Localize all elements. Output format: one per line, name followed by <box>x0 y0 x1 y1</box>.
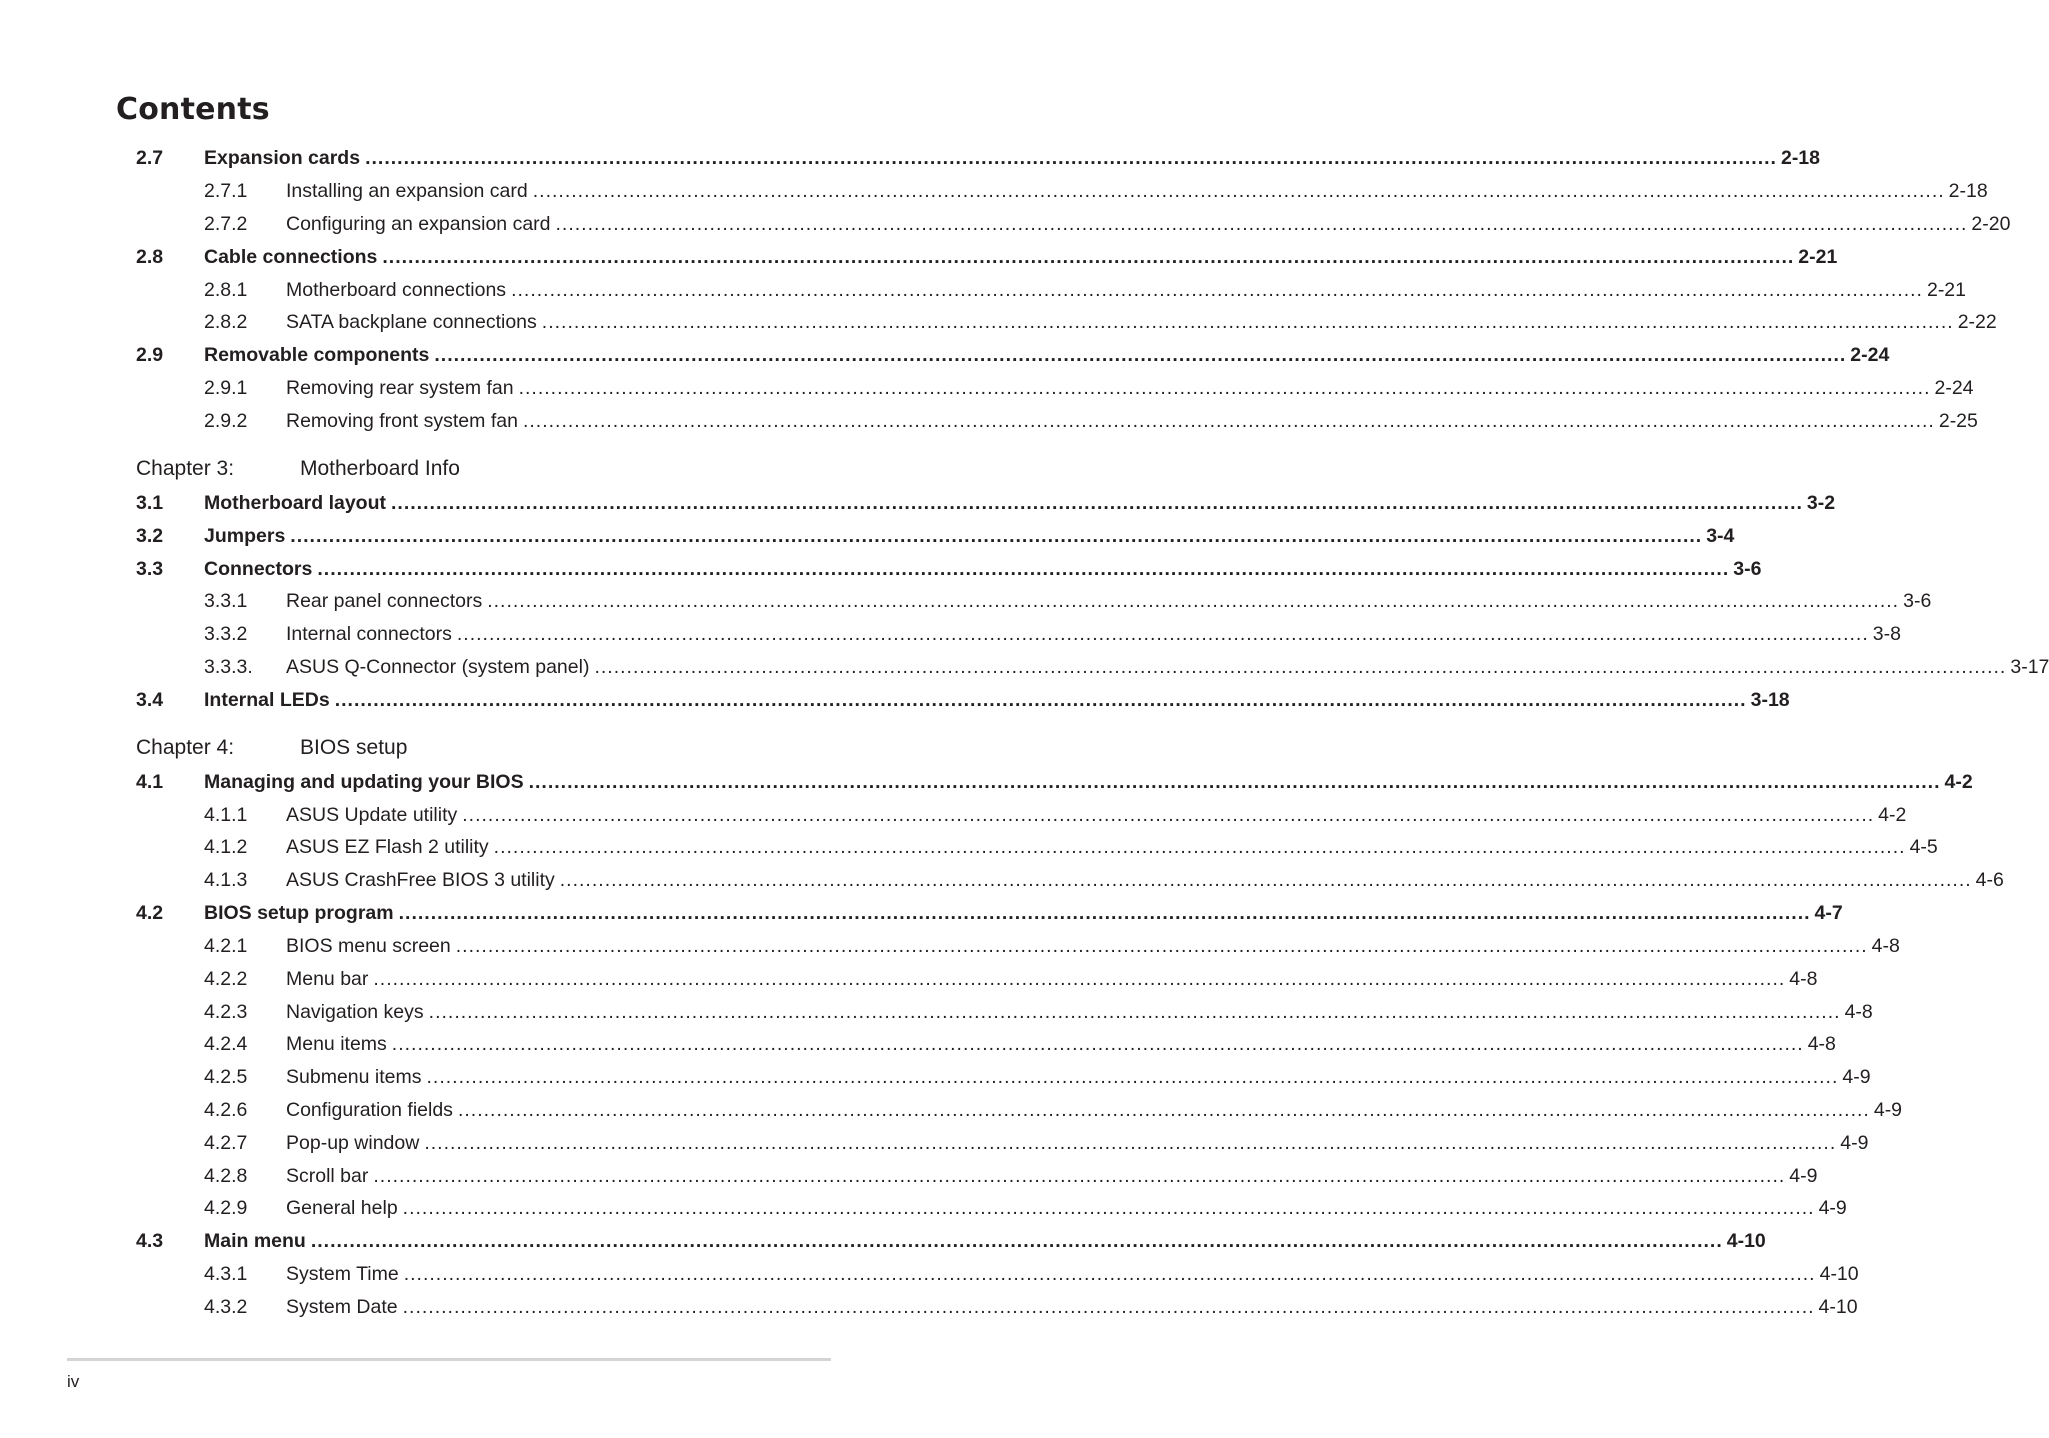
toc-entry-page: 2-25 <box>1938 410 1978 432</box>
toc-subsection-row[interactable] <box>136 799 1907 832</box>
toc-entry-page: 4-10 <box>1819 1263 1859 1285</box>
toc-entry-number: 3.3.2 <box>204 623 248 645</box>
chapter-title: Motherboard Info <box>300 457 460 480</box>
toc-subsection-row[interactable] <box>136 996 1873 1029</box>
toc-entry-number: 3.3 <box>136 558 164 580</box>
toc-entry-number: 3.2 <box>136 525 164 547</box>
toc-entry-title: Motherboard connections <box>286 279 507 301</box>
toc-entry-number: 4.2.5 <box>204 1066 248 1088</box>
toc-section-row[interactable] <box>136 897 1843 930</box>
toc-entry-page: 2-18 <box>1948 180 1988 202</box>
toc-entry-title: Submenu items <box>286 1066 422 1088</box>
toc-entry-title: ASUS CrashFree BIOS 3 utility <box>286 869 555 891</box>
dot-leader: ............................................................................................................................................................................................................................ <box>428 1001 1841 1023</box>
dot-leader: ............................................................................................................................................................................................................................ <box>424 1132 1837 1154</box>
toc-entry-number: 2.7.1 <box>204 180 248 202</box>
toc-section-row[interactable] <box>136 684 1790 717</box>
toc-section-row[interactable] <box>136 241 1838 274</box>
toc-entry-number: 2.9.1 <box>204 377 248 399</box>
toc-entry-page: 3-6 <box>1733 558 1762 580</box>
dot-leader: ............................................................................................................................................................................................................................ <box>391 1033 1804 1055</box>
toc-entry-page: 4-2 <box>1944 771 1973 793</box>
toc-entry-title: General help <box>286 1197 398 1219</box>
chapter-title: BIOS setup <box>300 736 408 759</box>
toc-entry-title: Internal connectors <box>286 623 452 645</box>
toc-subsection-row[interactable] <box>136 372 1974 405</box>
toc-entry-page: 4-8 <box>1807 1033 1836 1055</box>
toc-subsection-row[interactable] <box>136 1061 1871 1094</box>
dot-leader: ............................................................................................................................................................................................................................ <box>402 1296 1815 1318</box>
dot-leader: ............................................................................................................................................................................................................................ <box>373 968 1786 990</box>
page-title: Contents <box>116 92 270 127</box>
toc-section-row[interactable] <box>136 766 1973 799</box>
toc-section-row[interactable] <box>136 142 1820 175</box>
toc-entry-page: 4-8 <box>1789 968 1818 990</box>
toc-entry-title: ASUS Update utility <box>286 804 458 826</box>
toc-entry-number: 3.4 <box>136 689 164 711</box>
toc-entry-page: 4-9 <box>1789 1165 1818 1187</box>
dot-leader: ............................................................................................................................................................................................................................ <box>310 1230 1723 1252</box>
toc-entry-page: 4-10 <box>1726 1230 1766 1252</box>
dot-leader: ............................................................................................................................................................................................................................ <box>493 836 1906 858</box>
dot-leader: ............................................................................................................................................................................................................................ <box>403 1263 1816 1285</box>
toc-subsection-row[interactable] <box>136 930 1900 963</box>
toc-entry-number: 4.2.1 <box>204 935 248 957</box>
toc-entry-title: System Time <box>286 1263 399 1285</box>
toc-entry-number: 2.8.1 <box>204 279 248 301</box>
dot-leader: ............................................................................................................................................................................................................................ <box>398 902 1811 924</box>
toc-subsection-row[interactable] <box>136 1028 1836 1061</box>
toc-entry-page: 4-2 <box>1878 804 1907 826</box>
dot-leader: ............................................................................................................................................................................................................................ <box>290 525 1703 547</box>
toc-entry-number: 2.8.2 <box>204 311 248 333</box>
dot-leader: ............................................................................................................................................................................................................................ <box>457 1099 1870 1121</box>
toc-subsection-row[interactable] <box>136 306 1997 339</box>
toc-section-row[interactable] <box>136 1225 1766 1258</box>
toc-entry-number: 4.2.2 <box>204 968 248 990</box>
toc-entry-number: 4.2.7 <box>204 1132 248 1154</box>
toc-section-row[interactable] <box>136 487 1836 520</box>
toc-entry-page: 4-7 <box>1814 902 1843 924</box>
toc-entry-title: Connectors <box>204 558 313 580</box>
toc-section-row[interactable] <box>136 553 1762 586</box>
toc-entry-page: 4-10 <box>1818 1296 1858 1318</box>
toc-subsection-row[interactable] <box>136 1291 1858 1324</box>
dot-leader: ............................................................................................................................................................................................................................ <box>365 147 1777 169</box>
toc-section-row[interactable] <box>136 339 1890 372</box>
dot-leader: ............................................................................................................................................................................................................................ <box>426 1066 1839 1088</box>
toc-entry-title: Removing front system fan <box>286 410 518 432</box>
dot-leader: ............................................................................................................................................................................................................................ <box>434 344 1847 366</box>
toc-entry-title: Scroll bar <box>286 1165 369 1187</box>
dot-leader: ............................................................................................................................................................................................................................ <box>541 311 1954 333</box>
toc-section-row[interactable] <box>136 520 1735 553</box>
toc-entry-title: BIOS menu screen <box>286 935 451 957</box>
toc-entry-page: 2-24 <box>1850 344 1890 366</box>
toc-entry-number: 4.1 <box>136 771 164 793</box>
toc-subsection-row[interactable] <box>136 618 1901 651</box>
toc-entry-number: 4.1.3 <box>204 869 248 891</box>
chapter-number: Chapter 4: <box>136 736 235 759</box>
toc-entry-page: 2-24 <box>1934 377 1974 399</box>
toc-entry-page: 3-8 <box>1872 623 1901 645</box>
toc-entry-title: Expansion cards <box>204 147 361 169</box>
dot-leader: ............................................................................................................................................................................................................................ <box>522 410 1935 432</box>
dot-leader: ............................................................................................................................................................................................................................ <box>532 180 1945 202</box>
chapter-number: Chapter 3: <box>136 457 235 480</box>
toc-entry-page: 4-9 <box>1873 1099 1903 1121</box>
toc-entry-title: Jumpers <box>204 525 286 547</box>
toc-entry-title: Navigation keys <box>286 1001 424 1023</box>
footer-divider <box>67 1358 831 1361</box>
toc-entry-title: Removing rear system fan <box>286 377 514 399</box>
dot-leader: ............................................................................................................................................................................................................................ <box>462 804 1875 826</box>
toc-subsection-row[interactable] <box>136 651 2049 684</box>
dot-leader: ............................................................................................................................................................................................................................ <box>487 590 1900 612</box>
toc-entry-number: 4.2 <box>136 902 164 924</box>
toc-entry-page: 3-2 <box>1806 492 1836 514</box>
dot-leader: ............................................................................................................................................................................................................................ <box>594 656 2007 678</box>
toc-entry-number: 4.1.2 <box>204 836 248 858</box>
toc-entry-page: 3-4 <box>1706 525 1735 547</box>
toc-entry-title: Installing an expansion card <box>286 180 528 202</box>
toc-entry-number: 3.1 <box>136 492 164 514</box>
toc-subsection-row[interactable] <box>136 864 2004 897</box>
toc-entry-number: 3.3.3. <box>204 656 253 678</box>
toc-subsection-row[interactable] <box>136 175 1988 208</box>
dot-leader: ............................................................................................................................................................................................................................ <box>455 935 1868 957</box>
toc-entry-number: 4.2.4 <box>204 1033 248 1055</box>
toc-subsection-row[interactable] <box>136 274 1966 307</box>
dot-leader: ............................................................................................................................................................................................................................ <box>511 279 1923 301</box>
dot-leader: ............................................................................................................................................................................................................................ <box>559 869 1972 891</box>
toc-entry-page: 2-21 <box>1798 246 1838 268</box>
toc-entry-number: 4.2.6 <box>204 1099 248 1121</box>
dot-leader: ............................................................................................................................................................................................................................ <box>317 558 1730 580</box>
dot-leader: ............................................................................................................................................................................................................................ <box>555 213 1968 235</box>
toc-entry-title: Cable connections <box>204 246 378 268</box>
toc-entry-number: 4.3.2 <box>204 1296 248 1318</box>
toc-entry-number: 3.3.1 <box>204 590 248 612</box>
toc-entry-title: Managing and updating your BIOS <box>204 771 524 793</box>
toc-subsection-row[interactable] <box>136 831 1938 864</box>
toc-subsection-row[interactable] <box>136 208 2011 241</box>
dot-leader: ............................................................................................................................................................................................................................ <box>456 623 1869 645</box>
toc-subsection-row[interactable] <box>136 1258 1859 1291</box>
toc-entry-number: 2.8 <box>136 246 164 268</box>
toc-subsection-row[interactable] <box>136 585 1932 618</box>
toc-entry-number: 4.1.1 <box>204 804 248 826</box>
dot-leader: ............................................................................................................................................................................................................................ <box>518 377 1931 399</box>
toc-entry-title: Motherboard layout <box>204 492 387 514</box>
toc-subsection-row[interactable] <box>136 1127 1869 1160</box>
toc-entry-title: Rear panel connectors <box>286 590 483 612</box>
chapter-heading <box>136 730 407 766</box>
toc-entry-page: 2-22 <box>1957 311 1997 333</box>
toc-entry-title: Configuring an expansion card <box>286 213 551 235</box>
toc-entry-page: 2-18 <box>1780 147 1820 169</box>
toc-entry-title: ASUS EZ Flash 2 utility <box>286 836 489 858</box>
toc-entry-title: Main menu <box>204 1230 306 1252</box>
toc-entry-page: 2-20 <box>1971 213 2011 235</box>
toc-entry-page: 4-6 <box>1975 869 2004 891</box>
toc-entry-page: 4-5 <box>1909 836 1938 858</box>
toc-entry-number: 4.3.1 <box>204 1263 248 1285</box>
toc-entry-page: 3-6 <box>1903 590 1932 612</box>
toc-entry-number: 2.7.2 <box>204 213 248 235</box>
toc-subsection-row[interactable] <box>136 1160 1818 1193</box>
toc-entry-title: Removable components <box>204 344 430 366</box>
toc-subsection-row[interactable] <box>136 963 1818 996</box>
dot-leader: ............................................................................................................................................................................................................................ <box>334 689 1747 711</box>
toc-entry-title: Internal LEDs <box>204 689 330 711</box>
dot-leader: ............................................................................................................................................................................................................................ <box>391 492 1803 514</box>
toc-entry-title: SATA backplane connections <box>286 311 537 333</box>
toc-entry-title: ASUS Q-Connector (system panel) <box>286 656 590 678</box>
toc-entry-page: 2-21 <box>1926 279 1966 301</box>
toc-entry-page: 3-18 <box>1750 689 1790 711</box>
toc-entry-page: 4-8 <box>1844 1001 1873 1023</box>
toc-entry-number: 2.7 <box>136 147 164 169</box>
dot-leader: ............................................................................................................................................................................................................................ <box>373 1165 1786 1187</box>
toc-subsection-row[interactable] <box>136 1192 1847 1225</box>
dot-leader: ............................................................................................................................................................................................................................ <box>402 1197 1815 1219</box>
toc-subsection-row[interactable] <box>136 405 1978 438</box>
dot-leader: ............................................................................................................................................................................................................................ <box>528 771 1941 793</box>
toc-entry-title: Configuration fields <box>286 1099 453 1121</box>
toc-entry-title: Menu items <box>286 1033 387 1055</box>
toc-entry-page: 4-9 <box>1840 1132 1869 1154</box>
toc-subsection-row[interactable] <box>136 1094 1903 1127</box>
toc-entry-page: 4-8 <box>1871 935 1900 957</box>
toc-entry-number: 2.9 <box>136 344 164 366</box>
toc-entry-page: 3-17 <box>2010 656 2049 678</box>
toc-entry-title: Menu bar <box>286 968 369 990</box>
toc-entry-title: BIOS setup program <box>204 902 394 924</box>
toc-entry-title: Pop-up window <box>286 1132 420 1154</box>
page-number: iv <box>67 1372 80 1391</box>
dot-leader: ............................................................................................................................................................................................................................ <box>382 246 1795 268</box>
toc-entry-number: 2.9.2 <box>204 410 248 432</box>
toc-entry-title: System Date <box>286 1296 398 1318</box>
toc-entry-number: 4.3 <box>136 1230 164 1252</box>
chapter-heading <box>136 451 460 487</box>
toc-entry-number: 4.2.3 <box>204 1001 248 1023</box>
toc-entry-number: 4.2.9 <box>204 1197 248 1219</box>
toc-entry-page: 4-9 <box>1842 1066 1871 1088</box>
toc-entry-number: 4.2.8 <box>204 1165 248 1187</box>
toc-entry-page: 4-9 <box>1818 1197 1847 1219</box>
